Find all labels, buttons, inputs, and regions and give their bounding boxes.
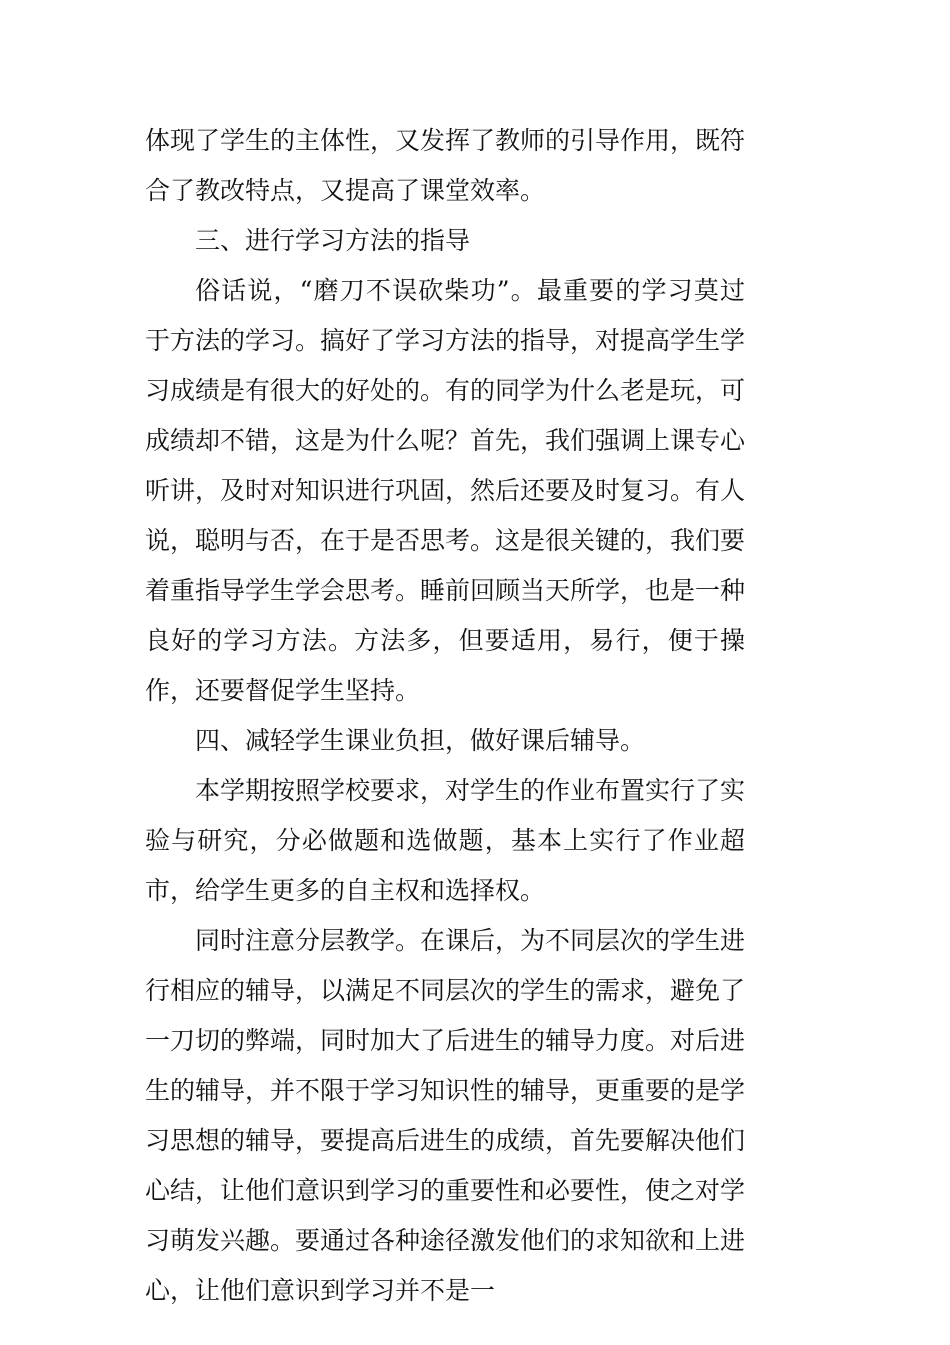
document-body: [145, 116, 745, 1316]
paragraph-homework: 本学期按照学校要求，对学生的作业布置实行了实验与研究，分必做题和选做题，基本上实行了作业超市，给学生更多的自主权和选择权。: [145, 776, 746, 905]
section-heading-study-methods: 三、进行学习方法的指导: [195, 226, 471, 255]
paragraph-study-methods: 俗话说，“磨刀不误砍柴功”。最重要的学习莫过于方法的学习。搞好了学习方法的指导，对提高学生学习成绩是有很大的好处的。有的同学为什么老是玩，可成绩却不错，这是为什么呢？首先，我们强调上课专心听讲，及时对知识进行巩固，然后还要及时复习。有人说，聪明与否，在于是否思考。这是很关键的，我们要着重指导学生学会思考。睡前回顾当天所学，也是一种良好的学习方法。方法多，但要适用，易行，便于操作，还要督促学生坚持。: [145, 276, 746, 705]
paragraph-layered-teaching: 同时注意分层教学。在课后，为不同层次的学生进行相应的辅导，以满足不同层次的学生的需求，避免了一刀切的弊端，同时加大了后进生的辅导力度。对后进生的辅导，并不限于学习知识性的辅导，更重要的是学习思想的辅导，要提高后进生的成绩，首先要解决他们心结，让他们意识到学习的重要性和必要性，使之对学习萌发兴趣。要通过各种途径激发他们的求知欲和上进心，让他们意识到学习并不是一: [145, 926, 746, 1305]
paragraph-continuation: 体现了学生的主体性，又发挥了教师的引导作用，既符合了教改特点，又提高了课堂效率。: [145, 126, 746, 205]
section-heading-reduce-burden: 四、减轻学生课业负担，做好课后辅导。: [195, 726, 646, 755]
